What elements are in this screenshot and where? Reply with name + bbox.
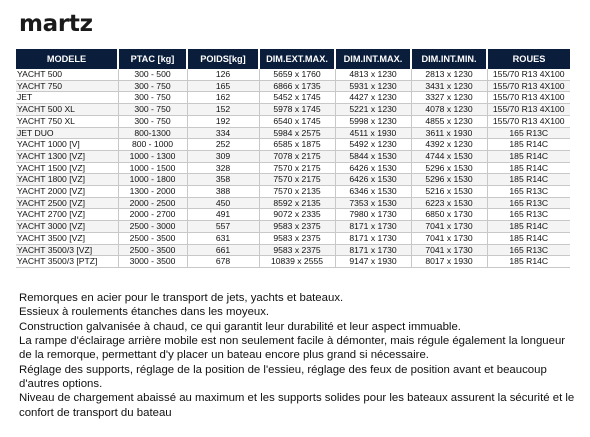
wheels-cell: 155/70 R13 4X100 — [487, 104, 570, 116]
ptac-cell: 2000 - 2500 — [118, 197, 187, 209]
table-row — [16, 104, 570, 116]
wheels-cell: 185 R14C — [487, 232, 570, 244]
table-row — [16, 174, 570, 186]
ptac-cell: 300 - 500 — [118, 69, 187, 80]
int-max-cell: 5998 x 1230 — [335, 115, 411, 127]
int-max-cell: 8171 x 1730 — [335, 244, 411, 256]
model-cell: YACHT 3000 [VZ] — [16, 221, 118, 233]
table-row — [16, 221, 570, 233]
ptac-cell: 800-1300 — [118, 127, 187, 139]
wheels-cell: 155/70 R13 4X100 — [487, 92, 570, 104]
table-row — [16, 186, 570, 198]
int-max-cell: 5221 x 1230 — [335, 104, 411, 116]
ptac-cell: 2500 - 3500 — [118, 244, 187, 256]
ext-max-cell: 7570 x 2135 — [259, 186, 335, 198]
ptac-cell: 300 - 750 — [118, 80, 187, 92]
int-min-cell: 4392 x 1230 — [411, 139, 487, 151]
int-min-cell: 2813 x 1230 — [411, 69, 487, 80]
model-cell: YACHT 1500 [VZ] — [16, 162, 118, 174]
model-cell: YACHT 2000 [VZ] — [16, 186, 118, 198]
weight-cell: 631 — [187, 232, 259, 244]
int-min-cell: 5296 x 1530 — [411, 162, 487, 174]
wheels-cell: 185 R14C — [487, 139, 570, 151]
model-cell: YACHT 500 — [16, 69, 118, 80]
description-line: Construction galvanisée à chaud, ce qui garantit leur durabilité et leur aspect immuable. — [19, 320, 461, 333]
int-min-cell: 5216 x 1530 — [411, 186, 487, 198]
table-header-row — [16, 49, 570, 69]
table-row — [16, 150, 570, 162]
int-max-cell: 6426 x 1530 — [335, 174, 411, 186]
weight-cell: 328 — [187, 162, 259, 174]
model-cell: YACHT 1000 [V] — [16, 139, 118, 151]
model-cell: YACHT 3500 [VZ] — [16, 232, 118, 244]
wheels-cell: 165 R13C — [487, 244, 570, 256]
wheels-cell: 155/70 R13 4X100 — [487, 80, 570, 92]
ext-max-cell: 9583 x 2375 — [259, 221, 335, 233]
weight-cell: 358 — [187, 174, 259, 186]
table-row — [16, 92, 570, 104]
ext-max-cell: 9072 x 2335 — [259, 209, 335, 221]
weight-cell: 162 — [187, 92, 259, 104]
header-dim-int-max: DIM.INT.MAX. — [335, 49, 411, 69]
int-min-cell: 4078 x 1230 — [411, 104, 487, 116]
table-row — [16, 244, 570, 256]
int-min-cell: 7041 x 1730 — [411, 221, 487, 233]
model-cell: YACHT 500 XL — [16, 104, 118, 116]
weight-cell: 309 — [187, 150, 259, 162]
wheels-cell: 165 R13C — [487, 197, 570, 209]
table-row — [16, 139, 570, 151]
int-max-cell: 4511 x 1930 — [335, 127, 411, 139]
int-max-cell: 9147 x 1930 — [335, 256, 411, 268]
table-row — [16, 115, 570, 127]
ext-max-cell: 6585 x 1875 — [259, 139, 335, 151]
wheels-cell: 185 R14C — [487, 221, 570, 233]
weight-cell: 678 — [187, 256, 259, 268]
ext-max-cell: 5978 x 1745 — [259, 104, 335, 116]
int-min-cell: 3327 x 1230 — [411, 92, 487, 104]
wheels-cell: 155/70 R13 4X100 — [487, 69, 570, 80]
ptac-cell: 300 - 750 — [118, 115, 187, 127]
int-max-cell: 5492 x 1230 — [335, 139, 411, 151]
ptac-cell: 2000 - 2700 — [118, 209, 187, 221]
ext-max-cell: 10839 x 2555 — [259, 256, 335, 268]
table-row — [16, 127, 570, 139]
ptac-cell: 1000 - 1300 — [118, 150, 187, 162]
ptac-cell: 800 - 1000 — [118, 139, 187, 151]
description-line: La rampe d'éclairage arrière mobile est non seulement facile à démonter, mais régule également la longueur de la remorque, permettant d'y placer un bateau encore plus grand si nécessaire. — [19, 335, 566, 362]
int-max-cell: 7980 x 1730 — [335, 209, 411, 221]
header-dim-ext-max: DIM.EXT.MAX. — [259, 49, 335, 69]
int-max-cell: 6426 x 1530 — [335, 162, 411, 174]
ext-max-cell: 6540 x 1745 — [259, 115, 335, 127]
weight-cell: 661 — [187, 244, 259, 256]
header-poids: POIDS[kg] — [187, 49, 259, 69]
ext-max-cell: 9583 x 2375 — [259, 244, 335, 256]
int-min-cell: 4855 x 1230 — [411, 115, 487, 127]
ext-max-cell: 5452 x 1745 — [259, 92, 335, 104]
int-max-cell: 5844 x 1530 — [335, 150, 411, 162]
int-max-cell: 6346 x 1530 — [335, 186, 411, 198]
model-cell: YACHT 2700 [VZ] — [16, 209, 118, 221]
weight-cell: 252 — [187, 139, 259, 151]
int-max-cell: 4427 x 1230 — [335, 92, 411, 104]
int-min-cell: 4744 x 1530 — [411, 150, 487, 162]
model-cell: YACHT 1300 [VZ] — [16, 150, 118, 162]
model-cell: YACHT 3500/3 [VZ] — [16, 244, 118, 256]
int-min-cell: 6223 x 1530 — [411, 197, 487, 209]
ext-max-cell: 8592 x 2135 — [259, 197, 335, 209]
weight-cell: 557 — [187, 221, 259, 233]
int-min-cell: 3611 x 1930 — [411, 127, 487, 139]
ext-max-cell: 5984 x 2575 — [259, 127, 335, 139]
model-cell: YACHT 3500/3 [PTZ] — [16, 256, 118, 268]
header-dim-int-min: DIM.INT.MIN. — [411, 49, 487, 69]
ext-max-cell: 7570 x 2175 — [259, 162, 335, 174]
ptac-cell: 1000 - 1500 — [118, 162, 187, 174]
int-min-cell: 7041 x 1730 — [411, 244, 487, 256]
wheels-cell: 185 R14C — [487, 150, 570, 162]
ptac-cell: 1000 - 1800 — [118, 174, 187, 186]
brand-logo: martz — [19, 11, 93, 37]
model-cell: YACHT 750 — [16, 80, 118, 92]
int-min-cell: 6850 x 1730 — [411, 209, 487, 221]
wheels-cell: 185 R14C — [487, 174, 570, 186]
ptac-cell: 2500 - 3000 — [118, 221, 187, 233]
wheels-cell: 185 R14C — [487, 162, 570, 174]
ext-max-cell: 9583 x 2375 — [259, 232, 335, 244]
int-max-cell: 5931 x 1230 — [335, 80, 411, 92]
table-row — [16, 69, 570, 80]
description-line: Remorques en acier pour le transport de jets, yachts et bateaux. — [19, 292, 344, 304]
description-line: Essieux à roulements étanches dans les moyeux. — [19, 306, 270, 319]
ptac-cell: 300 - 750 — [118, 92, 187, 104]
table-row — [16, 209, 570, 221]
ptac-cell: 1300 - 2000 — [118, 186, 187, 198]
model-cell: YACHT 750 XL — [16, 115, 118, 127]
int-min-cell: 7041 x 1730 — [411, 232, 487, 244]
table-row — [16, 197, 570, 209]
ext-max-cell: 7570 x 2175 — [259, 174, 335, 186]
int-min-cell: 5296 x 1530 — [411, 174, 487, 186]
int-max-cell: 4813 x 1230 — [335, 69, 411, 80]
wheels-cell: 155/70 R13 4X100 — [487, 115, 570, 127]
table-body — [16, 69, 570, 267]
header-roues: ROUES — [487, 49, 570, 69]
ext-max-cell: 7078 x 2175 — [259, 150, 335, 162]
table-row — [16, 80, 570, 92]
weight-cell: 126 — [187, 69, 259, 80]
model-cell: YACHT 2500 [VZ] — [16, 197, 118, 209]
description-line: Niveau de chargement abaissé au maximum et les supports solides pour les bateaux assurent la sécurité et le confort de transport du bateau — [19, 392, 575, 419]
wheels-cell: 185 R14C — [487, 256, 570, 268]
weight-cell: 334 — [187, 127, 259, 139]
table-row — [16, 162, 570, 174]
ptac-cell: 3000 - 3500 — [118, 256, 187, 268]
description-line: Réglage des supports, réglage de la position de l'essieu, réglage des feux de position avant et beaucoup d'autres options. — [19, 363, 547, 391]
int-max-cell: 8171 x 1730 — [335, 232, 411, 244]
table-row — [16, 232, 570, 244]
header-modele: MODELE — [16, 49, 118, 69]
model-cell: JET DUO — [16, 127, 118, 139]
product-description — [19, 291, 579, 420]
table-row — [16, 256, 570, 268]
weight-cell: 152 — [187, 104, 259, 116]
weight-cell: 192 — [187, 115, 259, 127]
wheels-cell: 165 R13C — [487, 127, 570, 139]
ext-max-cell: 6866 x 1735 — [259, 80, 335, 92]
model-cell: YACHT 1800 [VZ] — [16, 174, 118, 186]
weight-cell: 491 — [187, 209, 259, 221]
int-max-cell: 7353 x 1530 — [335, 197, 411, 209]
ptac-cell: 2500 - 3500 — [118, 232, 187, 244]
wheels-cell: 165 R13C — [487, 209, 570, 221]
int-max-cell: 8171 x 1730 — [335, 221, 411, 233]
model-cell: JET — [16, 92, 118, 104]
weight-cell: 165 — [187, 80, 259, 92]
wheels-cell: 165 R13C — [487, 186, 570, 198]
weight-cell: 450 — [187, 197, 259, 209]
specifications-table — [16, 49, 570, 268]
int-min-cell: 8017 x 1930 — [411, 256, 487, 268]
header-ptac: PTAC [kg] — [118, 49, 187, 69]
ptac-cell: 300 - 750 — [118, 104, 187, 116]
int-min-cell: 3431 x 1230 — [411, 80, 487, 92]
ext-max-cell: 5659 x 1760 — [259, 69, 335, 80]
weight-cell: 388 — [187, 186, 259, 198]
